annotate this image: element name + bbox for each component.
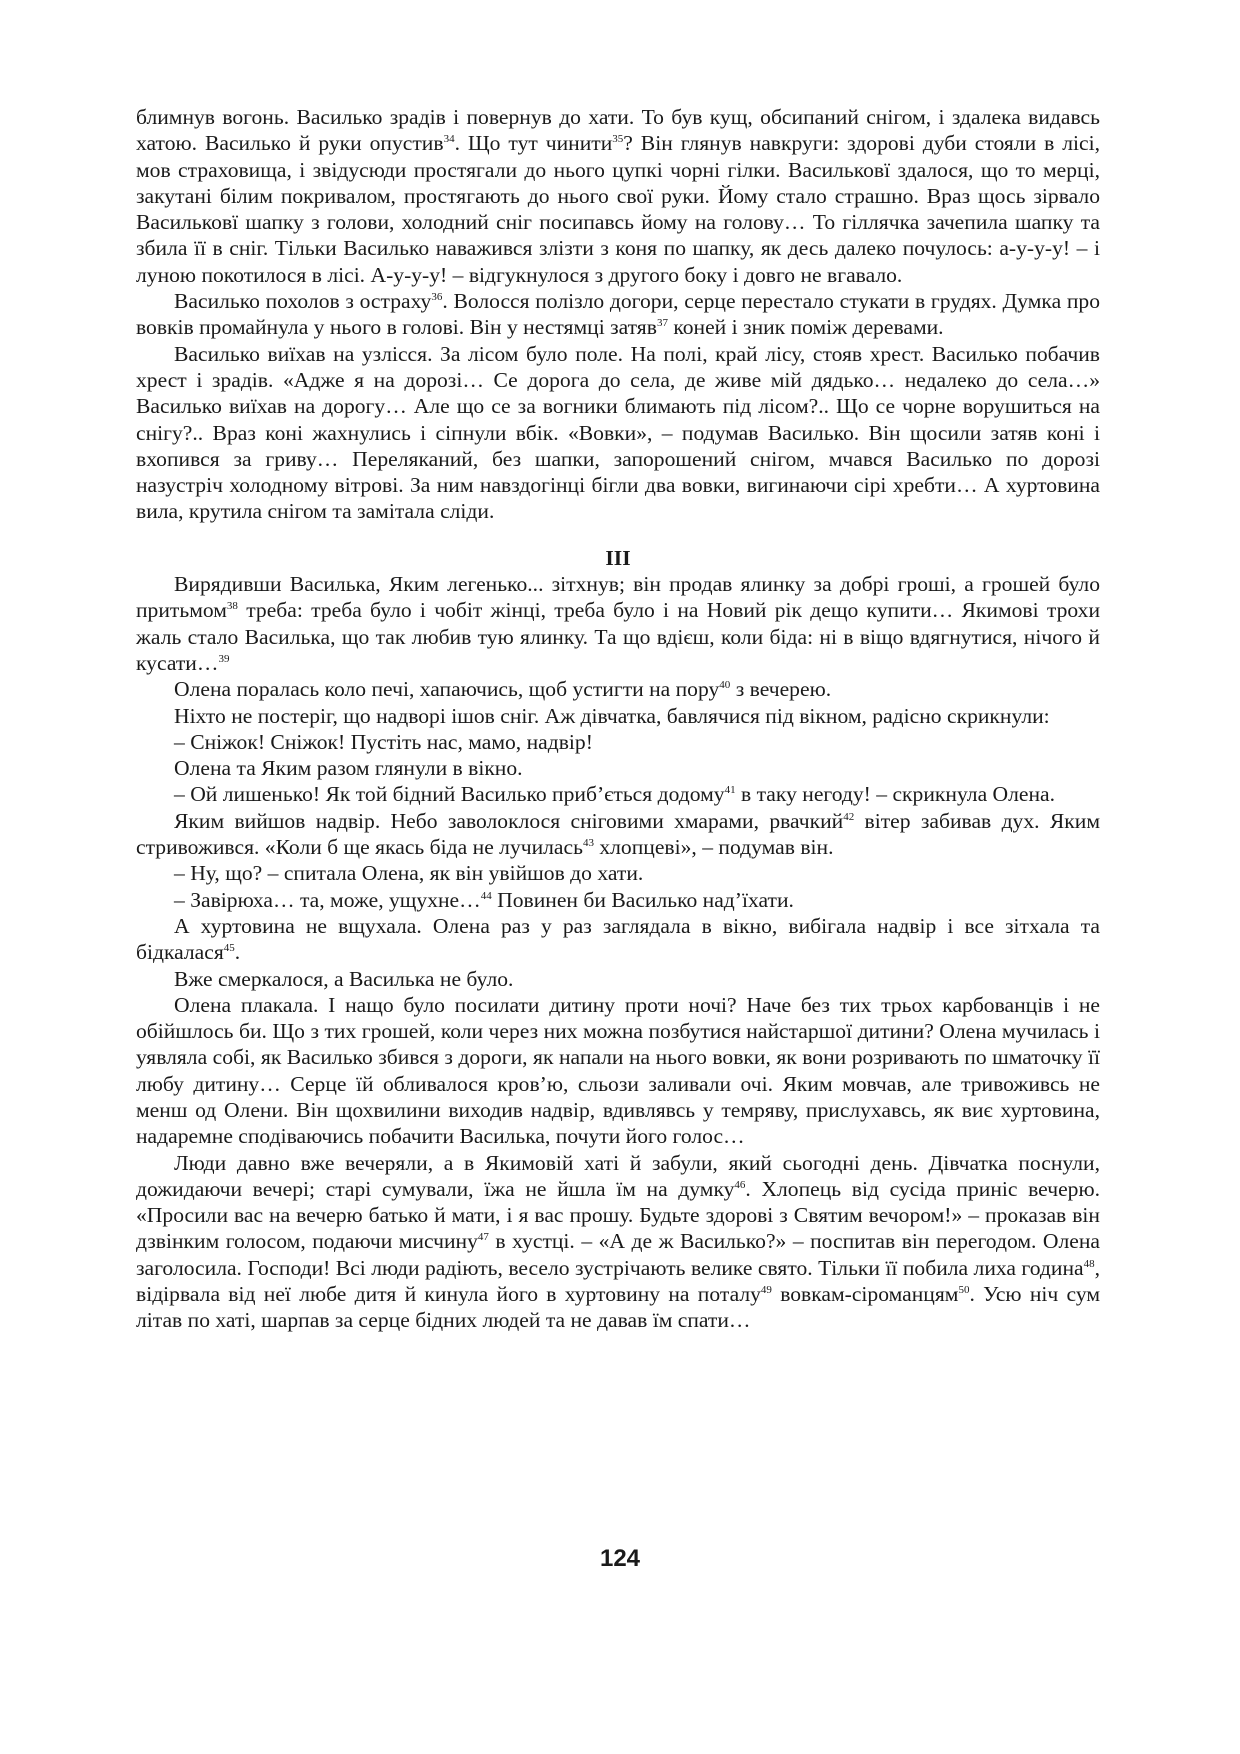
paragraph-text: , відірвала від неї любе дитя й кинула його в хуртовину на поталу <box>136 1255 1100 1307</box>
footnote-marker: 43 <box>582 836 594 849</box>
paragraph-text: . Що тут чинити <box>454 131 613 156</box>
footnote-marker: 36 <box>431 290 443 303</box>
paragraph-text: хлопцеві», – подумав він. <box>593 835 834 860</box>
paragraph <box>136 887 1100 913</box>
paragraph <box>136 288 1100 341</box>
footnote-marker: 45 <box>223 942 235 955</box>
paragraph-text: вовкам-сіроманцям <box>771 1282 959 1307</box>
paragraph <box>136 755 1100 781</box>
paragraph-text: Повинен би Василько над’їхати. <box>491 887 794 912</box>
paragraph-text: Олена поралась коло печі, хапаючись, щоб устигти на пору <box>174 677 720 702</box>
paragraph-text: – Завірюха… та, може, ущухне… <box>174 887 481 912</box>
paragraph-text: треба: треба було і чобіт жінці, треба було і на Новий рік дещо купити… Якимові трохи жаль стало Василька, що так любив тую ялинку. Та що вдієш, коли біда: ні в віщо вдягнутися, нічого й кусати… <box>136 598 1100 675</box>
footnote-marker: 40 <box>719 679 731 692</box>
paragraph-text: Олена плакала. І нащо було посилати дитину проти ночі? Наче без тих трьох карбованців і не обійшлось би. Що з тих грошей, коли через них можна позбутися найстаршої дитини? Олена мучилась і уявляла собі, як Василько збився з дороги, як напали на нього вовки, як вони розривають по шматочку її любу дитину… Серце їй обливалося кров’ю, сльози заливали очі. Яким мовчав, але тривоживсь не менш од Олени. Він щохвилини виходив надвір, вдивлявсь у темряву, прислухавсь, як виє хуртовина, надаремне сподіваючись побачити Василька, почути його голос… <box>136 992 1100 1149</box>
paragraph-text: Ніхто не постеріг, що надворі ішов сніг. Аж дівчатка, бавлячися під вікном, радісно скрикнули: <box>174 703 1050 728</box>
text-section-before <box>136 104 1100 525</box>
paragraph-text: . Усю ніч сум літав по хаті, шарпав за серце бідних людей та не давав їм спати… <box>136 1282 1100 1333</box>
paragraph-text: А хуртовина не вщухала. Олена раз у раз заглядала в вікно, вибігала надвір і все зітхала та бідкалася <box>136 913 1100 965</box>
footnote-marker: 46 <box>734 1178 746 1191</box>
paragraph <box>136 781 1100 807</box>
section-heading: ІІІ <box>605 545 631 570</box>
paragraph <box>136 992 1100 1150</box>
footnote-marker: 35 <box>612 133 624 146</box>
paragraph-text: – Ну, що? – спитала Олена, як він увійшов до хати. <box>174 861 644 886</box>
footnote-marker: 49 <box>760 1283 772 1296</box>
paragraph-text: вітер забивав дух. Яким стривожився. «Коли б ще якась біда не лучилась <box>136 808 1100 860</box>
paragraph-text: з вечерею. <box>730 677 832 702</box>
paragraph <box>136 808 1100 861</box>
paragraph <box>136 104 1100 288</box>
paragraph-text: Люди давно вже вечеряли, а в Якимовій хаті й забули, який сьогодні день. Дівчатка поснули, дожидаючи вечері; старі сумували, їжа не йшла їм на думку <box>136 1150 1100 1201</box>
paragraph <box>136 571 1100 676</box>
paragraph-text: . <box>234 940 241 965</box>
paragraph <box>136 676 1100 702</box>
footnote-marker: 47 <box>477 1231 489 1244</box>
footnote-marker: 50 <box>958 1283 970 1296</box>
paragraph-text: Василько виїхав на узлісся. За лісом було поле. На полі, край лісу, стояв хрест. Василько побачив хрест і зрадів. «Адже я на дорозі… Се дорога до села, де живе мій дядько… недалеко до села…» Василько виїхав на дорогу… Але що се за вогники блимають під лісом?.. Що се чорне ворушиться на снігу?.. Враз коні жахнулись і сіпнули вбік. «Вовки», – подумав Василько. Він щосили затяв коні і вхопився за гриву… Переляканий, без шапки, запорошений снігом, мчався Василько по дорозі назустріч холодному вітрові. За ним навздогінці бігли два вовки, вигинаючи сірі хребти… А хуртовина вила, крутила снігом та замітала сліди. <box>136 341 1100 524</box>
footnote-marker: 34 <box>443 133 455 146</box>
paragraph <box>136 860 1100 886</box>
footnote-marker: 41 <box>724 784 736 797</box>
footnote-marker: 48 <box>1083 1257 1095 1270</box>
paragraph <box>136 913 1100 966</box>
footnote-marker: 37 <box>656 317 668 330</box>
paragraph-text: Яким вийшов надвір. Небо заволоклося сніговими хмарами, рвачкий <box>174 808 844 833</box>
paragraph-text: Вже смеркалося, а Василька не було. <box>174 966 514 991</box>
paragraph-text: . Волосся полізло догори, серце перестало стукати в грудях. Думка про вовків промайнула у нього в голові. Він у нестямці затяв <box>136 289 1100 340</box>
paragraph <box>136 729 1100 755</box>
footnote-marker: 38 <box>226 600 238 613</box>
footnote-marker: 39 <box>218 652 230 665</box>
text-section-after <box>136 571 1100 1334</box>
paragraph <box>136 703 1100 729</box>
paragraph-text: – Ой лишенько! Як той бідний Василько приб’ється додому <box>174 782 725 807</box>
paragraph-text: Василько похолов з остраху <box>174 289 432 314</box>
paragraph <box>136 341 1100 525</box>
footnote-marker: 42 <box>843 810 855 823</box>
paragraph <box>136 966 1100 992</box>
paragraph-text: коней і зник поміж деревами. <box>667 315 944 340</box>
paragraph-text: в таку негоду! – скрикнула Олена. <box>735 782 1056 807</box>
page-number: 124 <box>599 1545 641 1572</box>
footnote-marker: 44 <box>480 889 492 902</box>
paragraph-text: – Сніжок! Сніжок! Пустіть нас, мамо, надвір! <box>174 729 593 754</box>
paragraph-text: Олена та Яким разом глянули в вікно. <box>174 756 523 781</box>
paragraph <box>136 1150 1100 1334</box>
paragraph-text: Вирядивши Василька, Яким легенько... зітхнув; він продав ялинку за добрі гроші, а грошей було притьмом <box>136 572 1100 623</box>
paragraph-text: блимнув вогонь. Василько зрадів і повернув до хати. То був кущ, обсипаний снігом, і здалека видавсь хатою. Василько й руки опустив <box>136 105 1100 156</box>
paragraph-text: ? Він глянув навкруги: здорові дуби стояли в лісі, мов страховища, і звідусюди простягали до нього цупкі чорні гілки. Васильковї здалося, що то мерці, закутані білим покривалом, простягають до нього свої руки. Йому стало страшно. Враз щось зірвало Васильковї шапку з голови, холодний сніг посипавсь йому на голову… То гіллячка зачепила шапку та збила її в сніг. Тільки Василько наважився злізти з коня по шапку, як десь далеко почулось: а-у-у-у! – і луною покотилося в лісі. А-у-у-у! – відгукнулося з другого боку і довго не вгавало. <box>136 131 1101 287</box>
paragraph-text: в хустці. – «А де ж Василько?» – поспитав він перегодом. Олена заголосила. Господи! Всі люди радіють, весело зустрічають велике свято. Тільки її побила лиха година <box>136 1229 1100 1280</box>
page-body <box>136 104 1100 1334</box>
paragraph-text: . Хлопець від сусіда приніс вечерю. «Просили вас на вечерю батько й мати, і я вас прошу. Будьте здорові з Святим вечором!» – проказав він дзвінким голосом, подаючи мисчину <box>136 1176 1100 1254</box>
